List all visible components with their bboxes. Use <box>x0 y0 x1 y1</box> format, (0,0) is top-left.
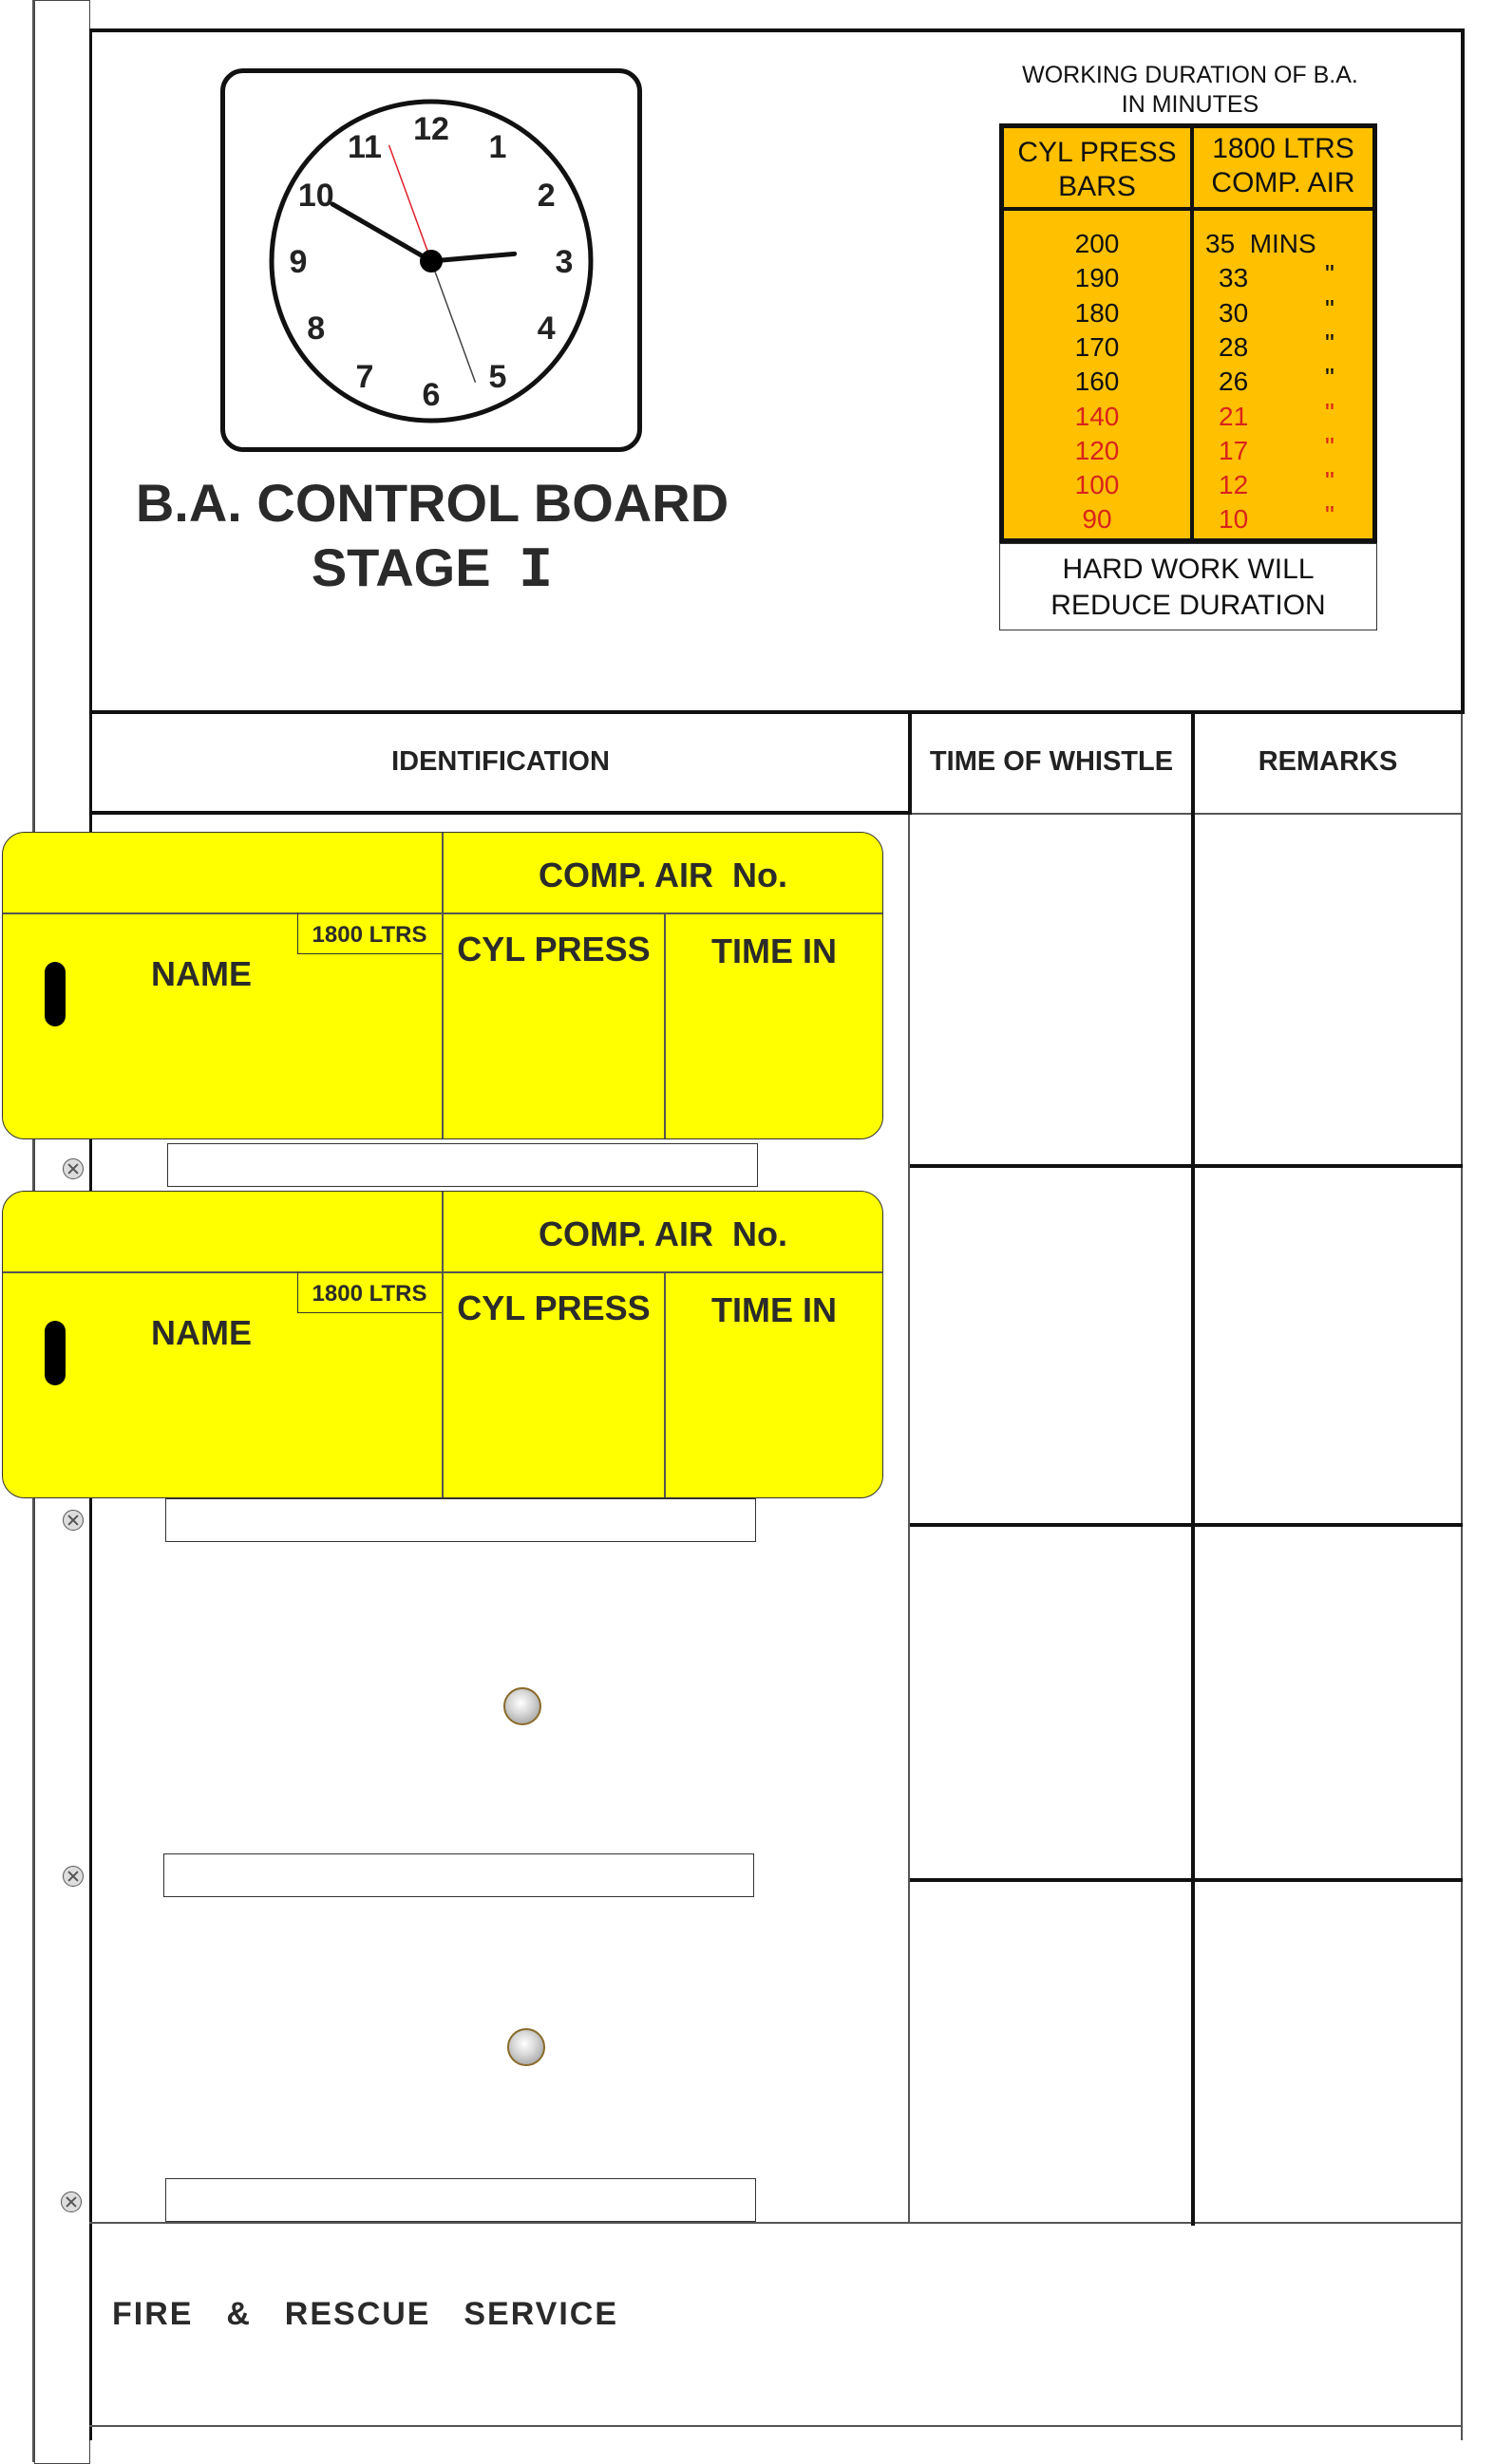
stage-numeral: I <box>519 539 554 604</box>
rail-screw-3 <box>63 1866 84 1887</box>
col2-head-line1: 1800 LTRS <box>1212 133 1354 164</box>
duration-bars-cell: 160 <box>1074 367 1120 397</box>
duration-ditto-mark: " <box>1325 363 1334 393</box>
duration-heading <box>997 61 1383 120</box>
col-header-remarks: REMARKS <box>1258 746 1398 777</box>
duration-table <box>999 123 1377 543</box>
duration-bars-cell: 180 <box>1074 297 1120 328</box>
duration-mins-cell: 10 <box>1219 504 1249 535</box>
header-row-bottom-left <box>89 811 912 815</box>
header-row-bottom-right <box>910 813 1463 815</box>
stage-label: STAGE <box>311 537 491 597</box>
board-title <box>95 471 769 604</box>
duration-ditto-mark: " <box>1325 397 1334 427</box>
duration-heading-line2: IN MINUTES <box>1121 91 1259 118</box>
col1-head-line2: BARS <box>1058 171 1136 202</box>
duration-note-line1: HARD WORK WILL <box>1062 554 1315 585</box>
clock-numeral: 4 <box>537 310 556 347</box>
duration-bars-cell: 140 <box>1074 401 1120 431</box>
tally-capacity-label: 1800 LTRS <box>312 1281 427 1307</box>
col-header-time-of-whistle: TIME OF WHISTLE <box>929 746 1174 777</box>
duration-note <box>999 543 1377 630</box>
duration-mins-cell: 17 <box>1219 435 1249 465</box>
duration-mins-cell: 12 <box>1219 470 1249 500</box>
row-divider-1 <box>910 1164 1463 1168</box>
duration-ditto-mark: " <box>1325 293 1334 324</box>
tally-name-label: NAME <box>151 1313 252 1352</box>
duration-mins-cell: 28 <box>1219 331 1249 362</box>
tally-time-in-label: TIME IN <box>711 931 837 970</box>
clock-numeral: 9 <box>289 244 308 280</box>
footer-top-line <box>89 2222 1463 2224</box>
duration-col1-head <box>1004 136 1190 204</box>
duration-mins-cell: 35 MINS <box>1205 229 1316 258</box>
board-title-line2 <box>95 536 769 604</box>
duration-mins-cell: 21 <box>1219 401 1249 431</box>
name-strip-4 <box>165 2178 756 2222</box>
footer-service-name: FIRE & RESCUE SERVICE <box>112 2296 619 2332</box>
name-strip-1 <box>167 1143 758 1187</box>
duration-bars-cell: 120 <box>1074 435 1120 465</box>
ba-tally[interactable] <box>2 1191 883 1498</box>
col-divider-identification <box>908 712 912 815</box>
col1-head-line1: CYL PRESS <box>1017 137 1177 168</box>
row-divider-3 <box>910 1878 1463 1882</box>
duration-heading-line1: WORKING DURATION OF B.A. <box>1022 62 1358 88</box>
duration-bars-cell: 170 <box>1074 331 1120 362</box>
clock-center-pin <box>420 250 443 273</box>
duration-table-head-divider <box>1004 207 1372 211</box>
duration-ditto-mark: " <box>1325 259 1334 290</box>
header-divider <box>89 710 1465 714</box>
duration-bars-cell: 200 <box>1074 229 1120 258</box>
board-title-line1: B.A. CONTROL BOARD <box>135 473 729 533</box>
clock-numeral: 2 <box>537 178 556 214</box>
clock-numeral: 3 <box>555 244 574 280</box>
duration-mins-cell: 33 <box>1219 263 1249 293</box>
footer-bottom-line <box>89 2425 1463 2427</box>
tally-hook-3[interactable] <box>503 1687 541 1725</box>
name-strip-2 <box>165 1498 756 1542</box>
clock-numeral: 5 <box>488 359 507 396</box>
frame-right <box>1461 28 1465 712</box>
clock-numeral: 7 <box>355 359 374 396</box>
frame-right-lower <box>1461 712 1463 2440</box>
tally-hanging-slot <box>45 1321 66 1385</box>
duration-ditto-mark: " <box>1325 500 1334 531</box>
tally-hook-4[interactable] <box>507 2028 545 2066</box>
clock-numeral: 1 <box>488 128 507 165</box>
tally-name-label: NAME <box>151 954 252 993</box>
col2-head-line2: COMP. AIR <box>1211 167 1355 198</box>
duration-ditto-mark: " <box>1325 466 1334 497</box>
rail-screw-4 <box>61 2191 82 2212</box>
duration-bars-cell: 100 <box>1074 470 1120 500</box>
duration-col2-head <box>1194 132 1372 200</box>
ba-tally[interactable] <box>2 832 883 1139</box>
duration-mins-cell: 30 <box>1219 297 1249 328</box>
duration-mins-cell: 26 <box>1219 367 1249 397</box>
col-header-identification: IDENTIFICATION <box>391 746 610 777</box>
rail-screw-1 <box>63 1158 84 1179</box>
clock-numeral: 6 <box>422 377 441 413</box>
tally-comp-air-label: COMP. AIR No. <box>538 1214 788 1253</box>
name-strip-3 <box>163 1853 754 1897</box>
clock-numeral: 10 <box>297 178 334 214</box>
tally-hanging-slot <box>45 962 66 1026</box>
rail-screw-2 <box>63 1510 84 1531</box>
clock-numeral: 8 <box>307 310 326 347</box>
frame-top <box>89 28 1465 32</box>
duration-bars-cell: 190 <box>1074 263 1120 293</box>
duration-ditto-mark: " <box>1325 328 1334 358</box>
tally-cyl-press-label: CYL PRESS <box>457 930 651 969</box>
tally-cyl-press-label: CYL PRESS <box>457 1288 651 1327</box>
clock-numeral: 12 <box>413 111 449 147</box>
duration-bars-cell: 90 <box>1082 504 1112 535</box>
col-divider-whistle <box>1191 712 1195 2226</box>
tally-capacity-label: 1800 LTRS <box>312 922 427 948</box>
row-divider-2 <box>910 1523 1463 1527</box>
tally-comp-air-label: COMP. AIR No. <box>538 856 788 894</box>
duration-ditto-mark: " <box>1325 431 1334 461</box>
col-divider-identification-lower <box>908 815 910 2224</box>
duration-note-line2: REDUCE DURATION <box>1050 590 1326 621</box>
clock-numeral: 11 <box>348 128 382 165</box>
tally-time-in-label: TIME IN <box>711 1290 837 1329</box>
clock-face <box>268 98 595 424</box>
